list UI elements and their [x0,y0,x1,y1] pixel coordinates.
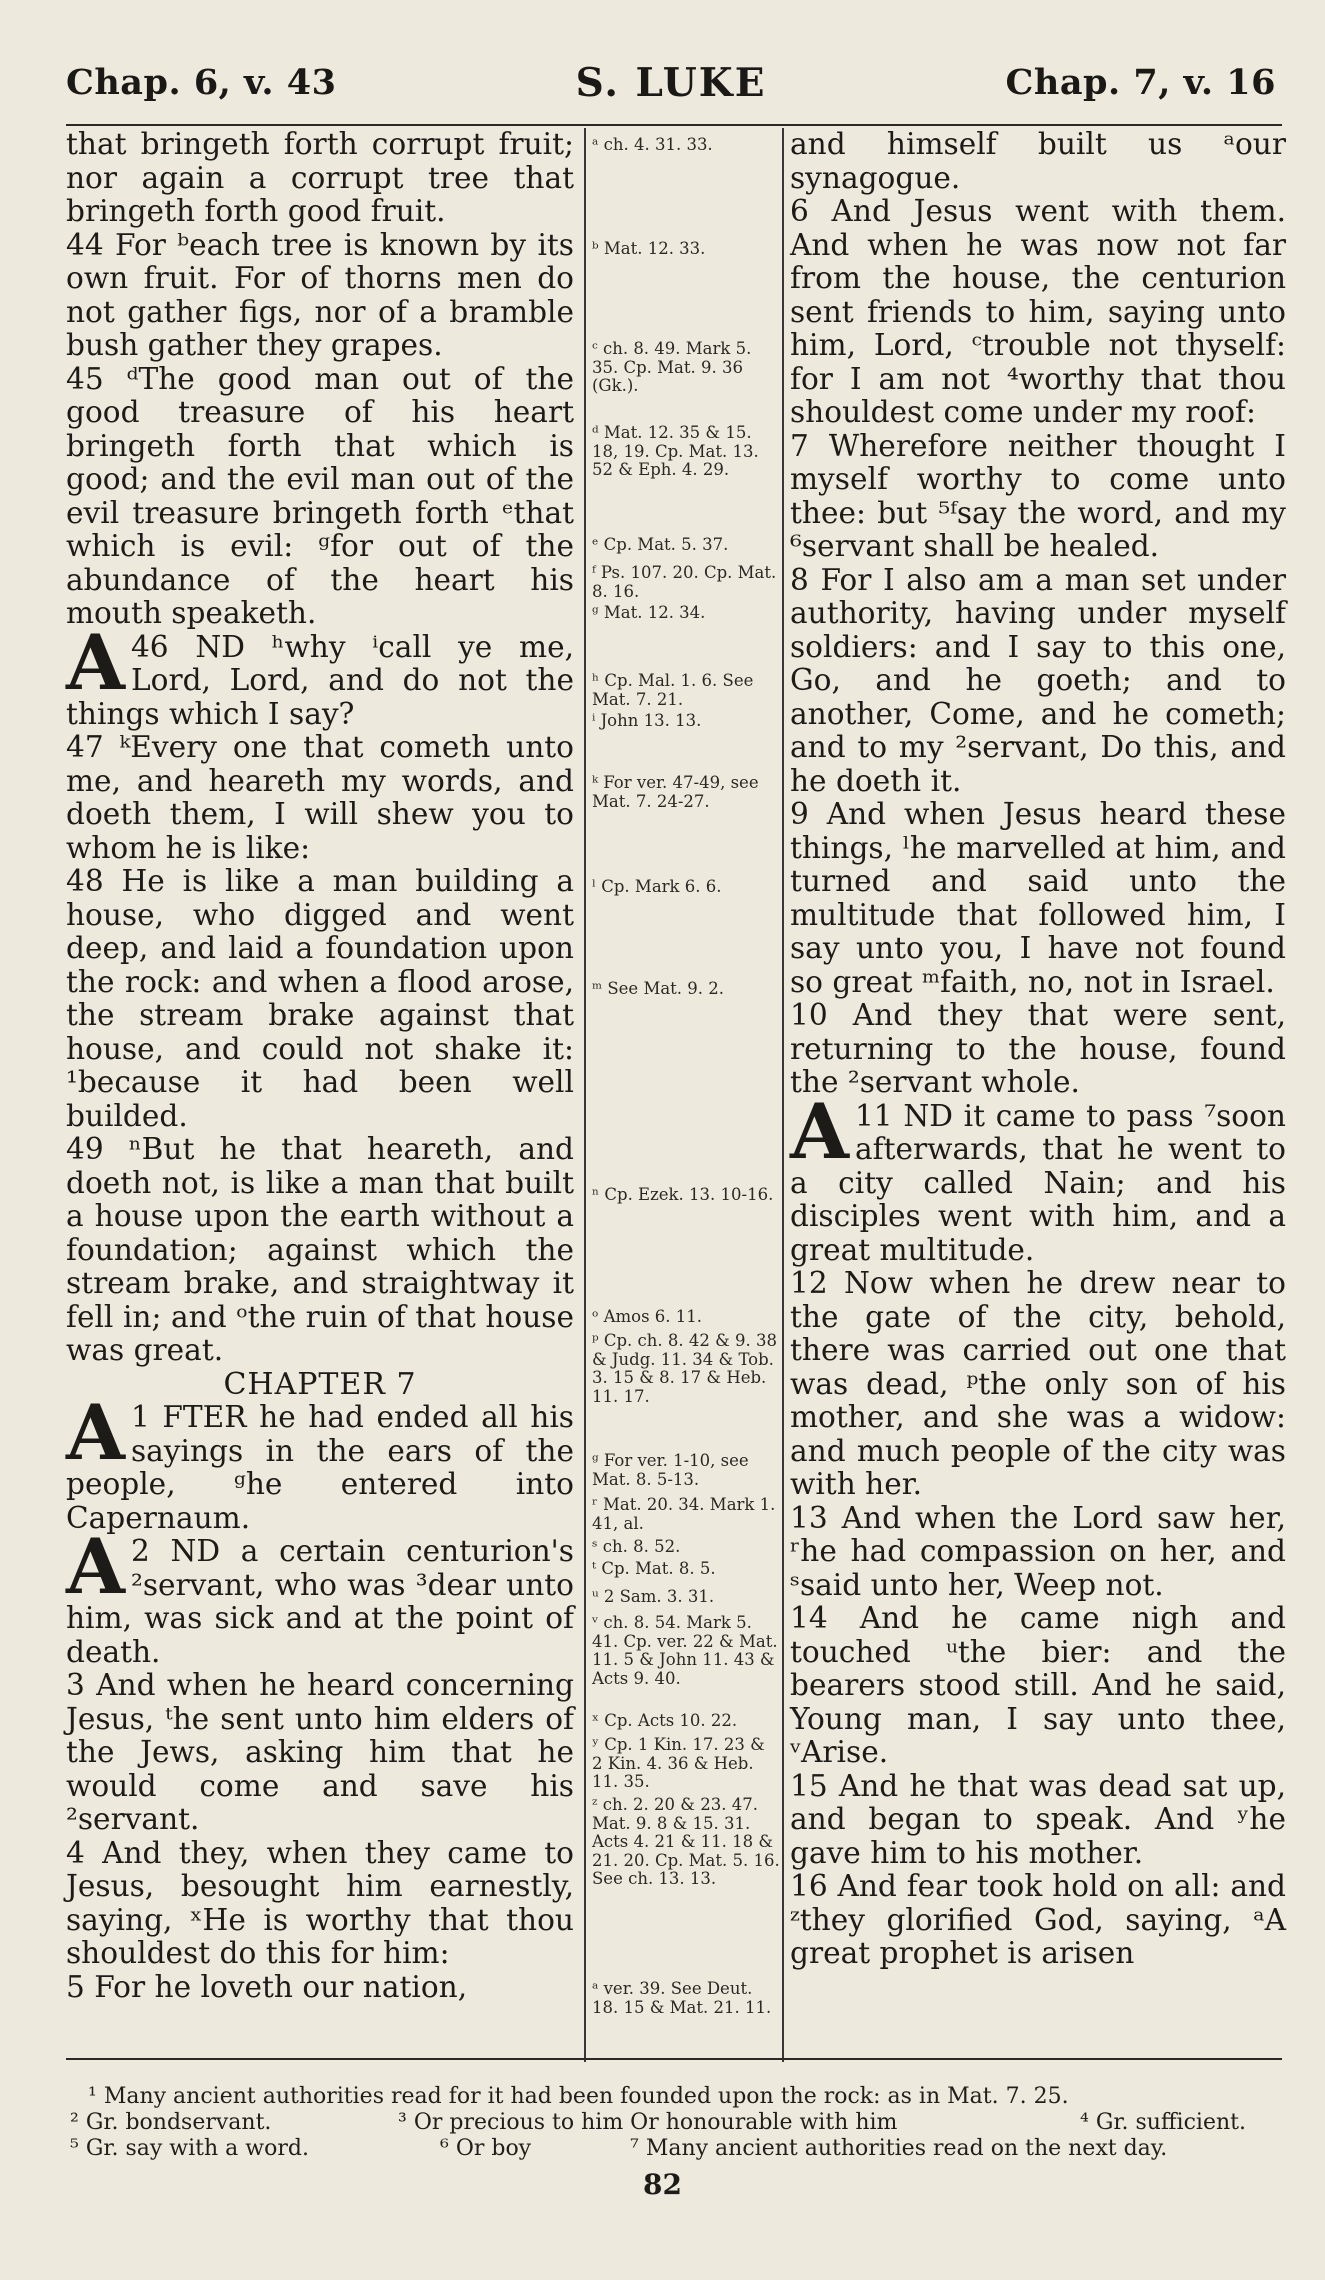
cross-reference: ʳ Mat. 20. 34. Mark 1. 41, al. [592,1495,776,1533]
cross-reference: ᵐ See Mat. 9. 2. [592,979,725,998]
verse-text: 46 ND ʰwhy ⁱcall ye me, Lord, Lord, and do not the things which I say? [66,629,574,731]
verse-paragraph: 7 Wherefore neither thought I myself worthy to come unto thee: but ⁵ᶠsay the word, and my ⁶servant shall be healed. [790,428,1286,563]
footnote: ² Gr. bondservant. [70,2110,272,2135]
cross-reference: ʸ Cp. 1 Kin. 17. 23 & 2 Kin. 4. 36 & Heb. 11. 35. [592,1735,765,1791]
header-book-title: S. LUKE [575,60,767,106]
cross-reference: ᵒ Amos 6. 11. [592,1307,703,1326]
verse-paragraph-dropcap [66,1388,574,1535]
footnote-line [70,2136,1286,2162]
column-divider-right [782,128,784,2062]
verse-paragraph: 16 And fear took hold on all: and ᶻthey glorified God, saying, ᵃA great prophet is arisen [790,1869,1286,1970]
verse-paragraph: 9 And when Jesus heard these things, ˡhe marvelled at him, and turned and said unto the multitude that followed him, I say unto you, I have not found so great ᵐfaith, no, not in Israel. [790,797,1286,999]
verse-paragraph: 47 ᵏEvery one that cometh unto me, and heareth my words, and doeth them, I will shew you to whom he is like: [66,730,574,865]
header-left: Chap. 6, v. 43 [66,62,337,103]
running-header [66,58,1276,114]
verse-text: 1 FTER he had ended all his sayings in the ears of the people, ᵍhe entered into Capernaum. [66,1400,574,1535]
cross-reference: ᵘ 2 Sam. 3. 31. [592,1587,715,1606]
verse-paragraph-dropcap [66,1522,574,1669]
footnote: ⁴ Gr. sufficient. [1080,2110,1246,2135]
cross-reference: ᵇ Mat. 12. 33. [592,239,706,258]
cross-reference: ᶜ ch. 8. 49. Mark 5. 35. Cp. Mat. 9. 36 (Gk.). [592,339,752,395]
cross-reference: ʰ Cp. Mal. 1. 6. See Mat. 7. 21. [592,671,754,709]
right-column [790,128,1286,2058]
chapter-heading: CHAPTER 7 [223,1366,417,1402]
footnote: ³ Or precious to him Or honourable with him [398,2110,898,2135]
verse-paragraph: 44 For ᵇeach tree is known by its own fruit. For of thorns men do not gather figs, nor of a bramble bush gather they grapes. [66,227,574,362]
cross-reference: ᵍ For ver. 1-10, see Mat. 8. 5-13. [592,1451,749,1489]
footnote: ⁷ Many ancient authorities read on the next day. [630,2136,1168,2161]
cross-reference: ˡ Cp. Mark 6. 6. [592,877,722,896]
verse-paragraph: 10 And they that were sent, returning to the house, found the ²servant whole. [790,998,1286,1099]
verse-text: 11 ND it came to pass ⁷soon afterwards, that he went to a city called Nain; and his disciples went with him, and a great multitude. [790,1098,1286,1267]
page-number: 82 [643,2168,682,2201]
footnote: ¹ Many ancient authorities read for it had been founded upon the rock: as in Mat. 7. 25. [88,2084,1069,2109]
cross-reference: ˢ ch. 8. 52. [592,1537,681,1556]
verse-paragraph: 6 And Jesus went with them. And when he was now not far from the house, the centurion sent friends to him, saying unto him, Lord, ᶜtrouble not thyself: for I am not ⁴worthy that thou shouldest come under my roof: [790,194,1286,429]
cross-reference: ⁱ John 13. 13. [592,711,702,730]
verse-paragraph: 49 ⁿBut he that heareth, and doeth not, is like a man that built a house upon the earth without a foundation; against which the stream brake, and straightway it fell in; and ᵒthe ruin of that house was great. [66,1132,574,1367]
footnote-line [70,2110,1286,2136]
verse-text: 2 ND a certain centurion's ²servant, who was ³dear unto him, was sick and at the point of death. [66,1534,574,1669]
cross-reference: ᶻ ch. 2. 20 & 23. 47. Mat. 9. 8 & 15. 31. Acts 4. 21 & 11. 18 & 21. 20. Cp. Mat. 5. 16. See ch. 13. 13. [592,1795,780,1888]
verse-paragraph: 8 For I also am a man set under authority, having under myself soldiers: and I say to this one, Go, and he goeth; and to another, Come, and he cometh; and to my ²servant, Do this, and he doeth it. [790,562,1286,798]
cross-reference-column [592,128,780,2058]
footnote: ⁵ Gr. say with a word. [70,2136,309,2161]
verse-paragraph-dropcap [66,617,574,732]
drop-capital: A [66,1522,125,1611]
drop-capital: A [66,617,125,707]
footnote-line [70,2084,1286,2110]
verse-paragraph: 48 He is like a man building a house, who digged and went deep, and laid a foundation upon the rock: and when a flood arose, the stream brake against that house, and could not shake it: ¹because it had been well builded. [66,864,574,1133]
verse-paragraph: and himself built us ᵃour synagogue. [790,127,1286,195]
cross-reference: ᵖ Cp. ch. 8. 42 & 9. 38 & Judg. 11. 34 & Tob. 3. 15 & 8. 17 & Heb. 11. 17. [592,1331,778,1406]
verse-paragraph: 14 And he came nigh and touched ᵘthe bier: and the bearers stood still. And he said, Young man, I say unto thee, ᵛArise. [790,1601,1286,1769]
cross-reference: ᵃ ver. 39. See Deut. 18. 15 & Mat. 21. 11. [592,1979,772,2017]
cross-reference: ᵛ ch. 8. 54. Mark 5. 41. Cp. ver. 22 & Mat. 11. 5 & John 11. 43 & Acts 9. 40. [592,1613,778,1688]
verse-paragraph: 3 And when he heard concerning Jesus, ᵗhe sent unto him elders of the Jews, asking him that he would come and save his ²servant. [66,1668,574,1836]
drop-capital: A [790,1086,849,1176]
header-rule [66,124,1282,126]
cross-reference: ᵈ Mat. 12. 35 & 15. 18, 19. Cp. Mat. 13. 52 & Eph. 4. 29. [592,423,759,479]
cross-reference: ˣ Cp. Acts 10. 22. [592,1711,738,1730]
column-divider-left [584,128,586,2062]
cross-reference: ᵉ Cp. Mat. 5. 37. [592,535,729,554]
verse-paragraph: 13 And when the Lord saw her, ʳhe had compassion on her, and ˢsaid unto her, Weep not. [790,1500,1286,1602]
footnotes [70,2084,1286,2162]
cross-reference: ᵃ ch. 4. 31. 33. [592,135,713,154]
drop-capital: A [66,1388,125,1477]
verse-paragraph: that bringeth forth corrupt fruit; nor again a corrupt tree that bringeth forth good fruit. [66,127,574,228]
cross-reference: ⁿ Cp. Ezek. 13. 10-16. [592,1185,774,1204]
cross-reference: ᵗ Cp. Mat. 8. 5. [592,1559,716,1578]
verse-paragraph: 4 And they, when they came to Jesus, besought him earnestly, saying, ˣHe is worthy that thou shouldest do this for him: [66,1835,574,1970]
footnote-rule [66,2058,1282,2060]
verse-paragraph: 5 For he loveth our nation, [66,1969,468,2004]
cross-reference: ᵍ Mat. 12. 34. [592,603,706,622]
cross-reference: ᵏ For ver. 47-49, see Mat. 7. 24-27. [592,773,759,811]
cross-reference: ᶠ Ps. 107. 20. Cp. Mat. 8. 16. [592,563,777,601]
left-column [66,128,574,2058]
verse-paragraph-dropcap [790,1086,1286,1268]
footnote: ⁶ Or boy [440,2136,532,2161]
verse-paragraph: 15 And he that was dead sat up, and began to speak. And ʸhe gave him to his mother. [790,1768,1286,1870]
header-right: Chap. 7, v. 16 [1005,62,1276,103]
verse-paragraph: 45 ᵈThe good man out of the good treasure of his heart bringeth forth that which is good; and the evil man out of the evil treasure bringeth forth ᵉthat which is evil: ᵍfor out of the abundance of the heart his mouth speaketh. [66,361,574,630]
verse-paragraph: 12 Now when he drew near to the gate of the city, behold, there was carried out one that was dead, ᵖthe only son of his mother, and she was a widow: and much people of the city was with her. [790,1266,1286,1501]
